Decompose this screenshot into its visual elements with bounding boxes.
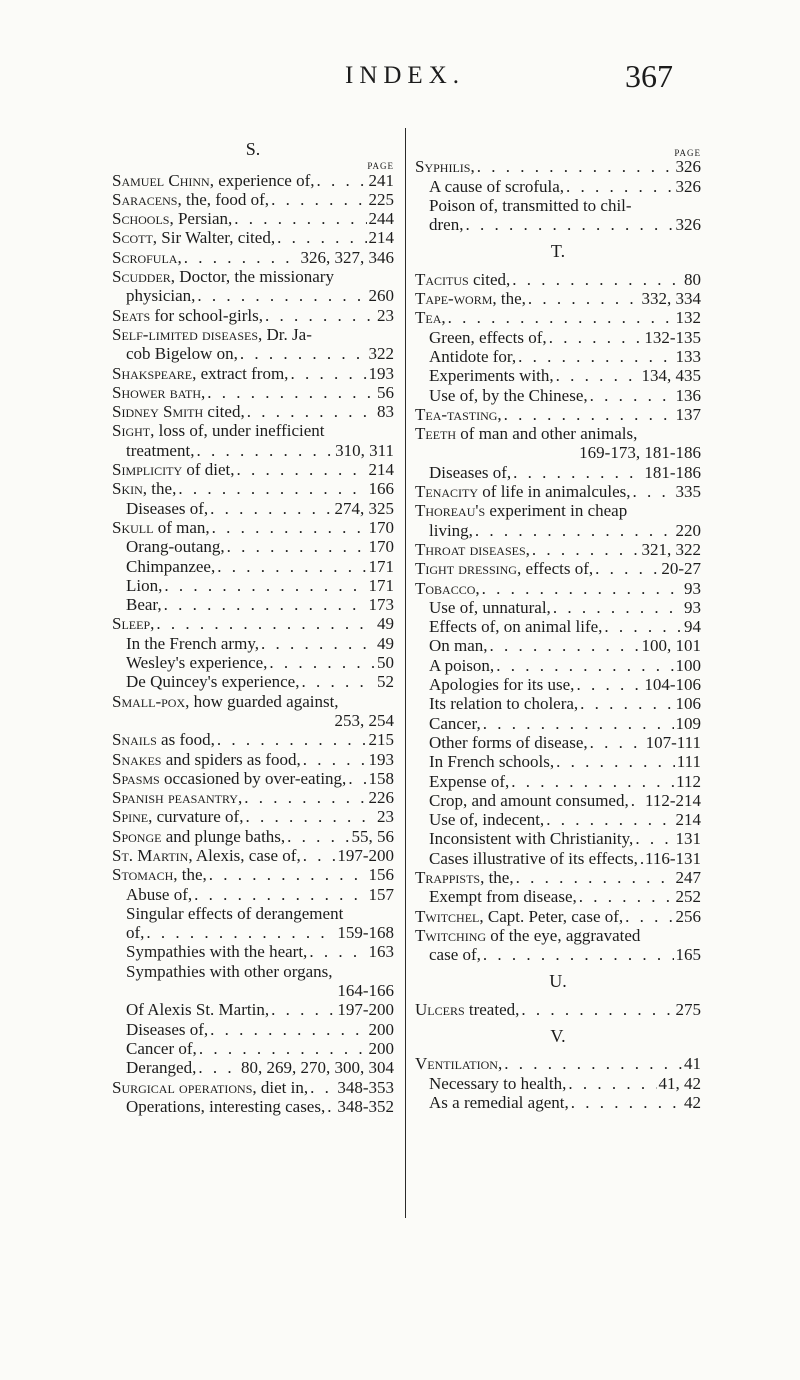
index-subentry: Other forms of disease, . . . 107-111 (415, 733, 701, 752)
index-subentry: Orang-outang, . . . 170 (112, 537, 394, 556)
page-ref: 107-111 (645, 732, 701, 752)
index-entry: Stomach, the, . . . 156 (112, 865, 394, 884)
index-subentry: Poison of, transmitted to chil- dren, . . . 326 (415, 196, 701, 235)
page-ref: 109 (675, 713, 701, 733)
index-entry: Tape-worm, the, . . . 332, 334 (415, 289, 701, 308)
page-ref: 80, 269, 270, 300, 304 (241, 1058, 394, 1078)
page-ref: 193 (368, 749, 394, 769)
index-entry: Sponge and plunge baths, . . . 55, 56 (112, 827, 394, 846)
page-ref: 156 (368, 865, 394, 885)
index-entry: Skull of man, . . . 170 (112, 518, 394, 537)
index-subentry: Use of, by the Chinese, . . . 136 (415, 386, 701, 405)
page-ref: 326 (675, 157, 701, 177)
page-ref: 112 (676, 771, 701, 791)
page-ref: 225 (368, 189, 394, 209)
section-letter-s: S. (245, 139, 261, 159)
page-ref: 23 (377, 807, 394, 827)
index-entry: Spanish peasantry, . . . 226 (112, 788, 394, 807)
index-entry: Throat diseases, . . . 321, 322 (415, 540, 701, 559)
index-entry: Twitchel, Capt. Peter, case of, . . . 256 (415, 907, 701, 926)
index-subentry: Diseases of, . . . 274, 325 (112, 499, 394, 518)
index-subentry: Exempt from disease, . . . 252 (415, 887, 701, 906)
index-entry: St. Martin, Alexis, case of, . . . 197-200 (112, 846, 394, 865)
index-subentry: Sympathies with the heart, . . . 163 (112, 942, 394, 961)
page-ref: 116-131 (644, 848, 701, 868)
page-ref: 41 (684, 1054, 701, 1074)
index-subentry: Experiments with, . . . 134, 435 (415, 366, 701, 385)
column-divider (405, 128, 406, 1218)
index-entry: Small-pox, how guarded against, 253, 254 (112, 691, 394, 730)
page-ref: 274, 325 (334, 498, 394, 518)
index-entry: Samuel Chinn, experience of, . . . 241 (112, 171, 394, 190)
index-subentry: Abuse of, . . . 157 (112, 885, 394, 904)
index-subentry: Cases illustrative of its effects, . . . 116-131 (415, 849, 701, 868)
page-ref: 134, 435 (641, 366, 701, 386)
index-entry: Skin, the, . . . 166 (112, 479, 394, 498)
index-entry: Scrofula, . . . 326, 327, 346 (112, 248, 394, 267)
page-ref: 93 (684, 578, 701, 598)
page-ref: 20-27 (661, 559, 701, 579)
page-ref: 260 (368, 286, 394, 306)
page-ref: 94 (684, 617, 701, 637)
index-entry: Tacitus cited, . . . 80 (415, 270, 701, 289)
index-subentry: Use of, indecent, . . . 214 (415, 810, 701, 829)
index-column-right (415, 140, 701, 1112)
page-ref: 200 (368, 1038, 394, 1058)
page-ref: 159-168 (337, 923, 394, 943)
column-page-header: PAGE (674, 148, 701, 158)
index-entry: Shakspeare, extract from, . . . 193 (112, 364, 394, 383)
page-ref: 326, 327, 346 (300, 247, 394, 267)
index-entry: Ventilation, . . . 41 (415, 1054, 701, 1073)
page-ref: 132-135 (644, 327, 701, 347)
index-entry: Teeth of man and other animals, 169-173, 181-186 (415, 424, 701, 463)
page-ref: 80 (684, 269, 701, 289)
index-subentry: De Quincey's experience, . . . 52 (112, 672, 394, 691)
page-ref: 214 (368, 460, 394, 480)
page-ref: 326 (675, 176, 701, 196)
column-page-header: PAGE (367, 161, 394, 172)
page-ref: 170 (368, 517, 394, 537)
page-ref: 166 (368, 479, 394, 499)
index-subentry: Diseases of, . . . 181-186 (415, 463, 701, 482)
index-entry: Tenacity of life in animalcules, . . . 335 (415, 482, 701, 501)
index-subentry: Antidote for, . . . 133 (415, 347, 701, 366)
index-subentry: Necessary to health, . . . 41, 42 (415, 1074, 701, 1093)
index-subentry: As a remedial agent, . . . 42 (415, 1093, 701, 1112)
page-ref: 106 (675, 694, 701, 714)
index-subentry: Effects of, on animal life, . . . 94 (415, 617, 701, 636)
index-entry: Sleep, . . . 49 (112, 614, 394, 633)
page-ref: 214 (368, 228, 394, 248)
page-ref: 55, 56 (351, 826, 394, 846)
index-entry: Scott, Sir Walter, cited, . . . 214 (112, 228, 394, 247)
index-subentry: Cancer of, . . . 200 (112, 1039, 394, 1058)
index-subentry: Green, effects of, . . . 132-135 (415, 328, 701, 347)
page-ref: 133 (675, 346, 701, 366)
index-entry: Spine, curvature of, . . . 23 (112, 807, 394, 826)
page-ref: 52 (377, 672, 394, 692)
index-subentry: On man, . . . 100, 101 (415, 636, 701, 655)
page-ref: 241 (368, 170, 394, 190)
page-ref: 165 (675, 945, 701, 965)
page-ref: 23 (377, 305, 394, 325)
index-entry: Scudder, Doctor, the missionary physician, . . . 260 (112, 267, 394, 306)
index-subentry: Inconsistent with Christianity, . . . 131 (415, 829, 701, 848)
page-ref: 244 (368, 209, 394, 229)
page-ref: 226 (368, 788, 394, 808)
index-subentry: Operations, interesting cases, . . . 348-352 (112, 1097, 394, 1116)
page-ref: 200 (368, 1019, 394, 1039)
index-entry: Sidney Smith cited, . . . 83 (112, 402, 394, 421)
page-ref: 164-166 (337, 981, 394, 1001)
index-entry: Thoreau's experiment in cheap living, . . . 220 (415, 501, 701, 540)
page-ref: 41, 42 (658, 1073, 701, 1093)
index-entry: Self-limited diseases, Dr. Ja- cob Bigelow on, . . . 322 (112, 325, 394, 364)
page-ref: 83 (377, 402, 394, 422)
index-entry: Seats for school-girls, . . . 23 (112, 306, 394, 325)
page-ref: 137 (675, 404, 701, 424)
index-entry: Tight dressing, effects of, . . . 20-27 (415, 559, 701, 578)
page-ref: 56 (377, 382, 394, 402)
section-letter-t: T. (550, 241, 566, 262)
index-subentry: Crop, and amount consumed, . . . 112-214 (415, 791, 701, 810)
page-ref: 171 (368, 575, 394, 595)
index-entry: Sight, loss of, under inefficient treatment, . . . 310, 311 (112, 421, 394, 460)
page-ref: 171 (368, 556, 394, 576)
page-ref: 132 (675, 308, 701, 328)
page-ref: 215 (368, 730, 394, 750)
index-subentry: Bear, . . . 173 (112, 595, 394, 614)
index-column-left (112, 140, 394, 1116)
index-entry: Simplicity of diet, . . . 214 (112, 460, 394, 479)
page-ref: 348-352 (337, 1096, 394, 1116)
index-entry: Trappists, the, . . . 247 (415, 868, 701, 887)
index-entry: Tobacco, . . . 93 (415, 579, 701, 598)
page-number: 367 (625, 58, 673, 94)
page-ref: 50 (377, 653, 394, 673)
index-subentry: Wesley's experience, . . . 50 (112, 653, 394, 672)
index-subentry: Its relation to cholera, . . . 106 (415, 694, 701, 713)
page-ref: 335 (675, 482, 701, 502)
index-subentry: Sympathies with other organs, 164-166 (112, 962, 394, 1001)
page-ref: 93 (684, 597, 701, 617)
page-ref: 193 (368, 363, 394, 383)
running-title: INDEX. (345, 62, 466, 89)
page-ref: 321, 322 (641, 539, 701, 559)
index-subentry: Diseases of, . . . 200 (112, 1020, 394, 1039)
page-ref: 275 (675, 999, 701, 1019)
page-ref: 49 (377, 614, 394, 634)
page-ref: 247 (675, 867, 701, 887)
index-subentry: Deranged, . . . 80, 269, 270, 300, 304 (112, 1058, 394, 1077)
page-ref: 163 (368, 942, 394, 962)
page-ref: 256 (675, 906, 701, 926)
index-subentry: In French schools, . . . 111 (415, 752, 701, 771)
index-entry: Schools, Persian, . . . 244 (112, 209, 394, 228)
page-ref: 49 (377, 633, 394, 653)
index-entry: Twitching of the eye, aggravated case of, . . . 165 (415, 926, 701, 965)
index-entry: Tea-tasting, . . . 137 (415, 405, 701, 424)
index-entry: Saracens, the, food of, . . . 225 (112, 190, 394, 209)
index-subentry: Apologies for its use, . . . 104-106 (415, 675, 701, 694)
section-letter-v: V. (550, 1026, 566, 1047)
index-subentry: Of Alexis St. Martin, . . . 197-200 (112, 1000, 394, 1019)
page-header (0, 58, 800, 96)
page-ref: 252 (675, 887, 701, 907)
index-subentry: Expense of, . . . 112 (415, 772, 701, 791)
index-subentry: Chimpanzee, . . . 171 (112, 557, 394, 576)
page-ref: 169-173, 181-186 (579, 443, 701, 463)
page-ref: 131 (675, 829, 701, 849)
index-subentry: In the French army, . . . 49 (112, 634, 394, 653)
page-ref: 136 (675, 385, 701, 405)
section-letter-u: U. (549, 971, 567, 992)
index-entry: Syphilis, . . . 326 (415, 157, 701, 176)
page-ref: 100, 101 (641, 636, 701, 656)
page-ref: 214 (675, 810, 701, 830)
index-subentry: A poison, . . . 100 (415, 656, 701, 675)
index-entry: Tea, . . . 132 (415, 308, 701, 327)
page-ref: 253, 254 (334, 710, 394, 730)
index-entry: Shower bath, . . . 56 (112, 383, 394, 402)
index-subentry: Lion, . . . 171 (112, 576, 394, 595)
index-subentry: Use of, unnatural, . . . 93 (415, 598, 701, 617)
index-entry: Surgical operations, diet in, . . . 348-353 (112, 1078, 394, 1097)
page-ref: 157 (368, 884, 394, 904)
page-ref: 310, 311 (335, 440, 394, 460)
index-subentry: A cause of scrofula, . . . 326 (415, 177, 701, 196)
page-ref: 197-200 (337, 1000, 394, 1020)
index-subentry: Singular effects of derangement of, . . . 159-168 (112, 904, 394, 943)
page-ref: 112-214 (644, 790, 701, 810)
page-ref: 348-353 (337, 1077, 394, 1097)
index-entry: Ulcers treated, . . . 275 (415, 1000, 701, 1019)
page-ref: 322 (368, 344, 394, 364)
page-ref: 100 (675, 655, 701, 675)
index-subentry: Cancer, . . . 109 (415, 714, 701, 733)
page-ref: 197-200 (337, 845, 394, 865)
page-ref: 220 (675, 520, 701, 540)
page-ref: 173 (368, 595, 394, 615)
page-ref: 326 (675, 215, 701, 235)
index-entry: Snakes and spiders as food, . . . 193 (112, 750, 394, 769)
page-ref: 42 (684, 1092, 701, 1112)
page-ref: 332, 334 (641, 289, 701, 309)
page-ref: 170 (368, 537, 394, 557)
page-ref: 104-106 (644, 675, 701, 695)
index-entry: Snails as food, . . . 215 (112, 730, 394, 749)
page-ref: 158 (368, 768, 394, 788)
index-entry: Spasms occasioned by over-eating, . . . 158 (112, 769, 394, 788)
page-ref: 181-186 (644, 462, 701, 482)
page-ref: 111 (676, 752, 701, 772)
